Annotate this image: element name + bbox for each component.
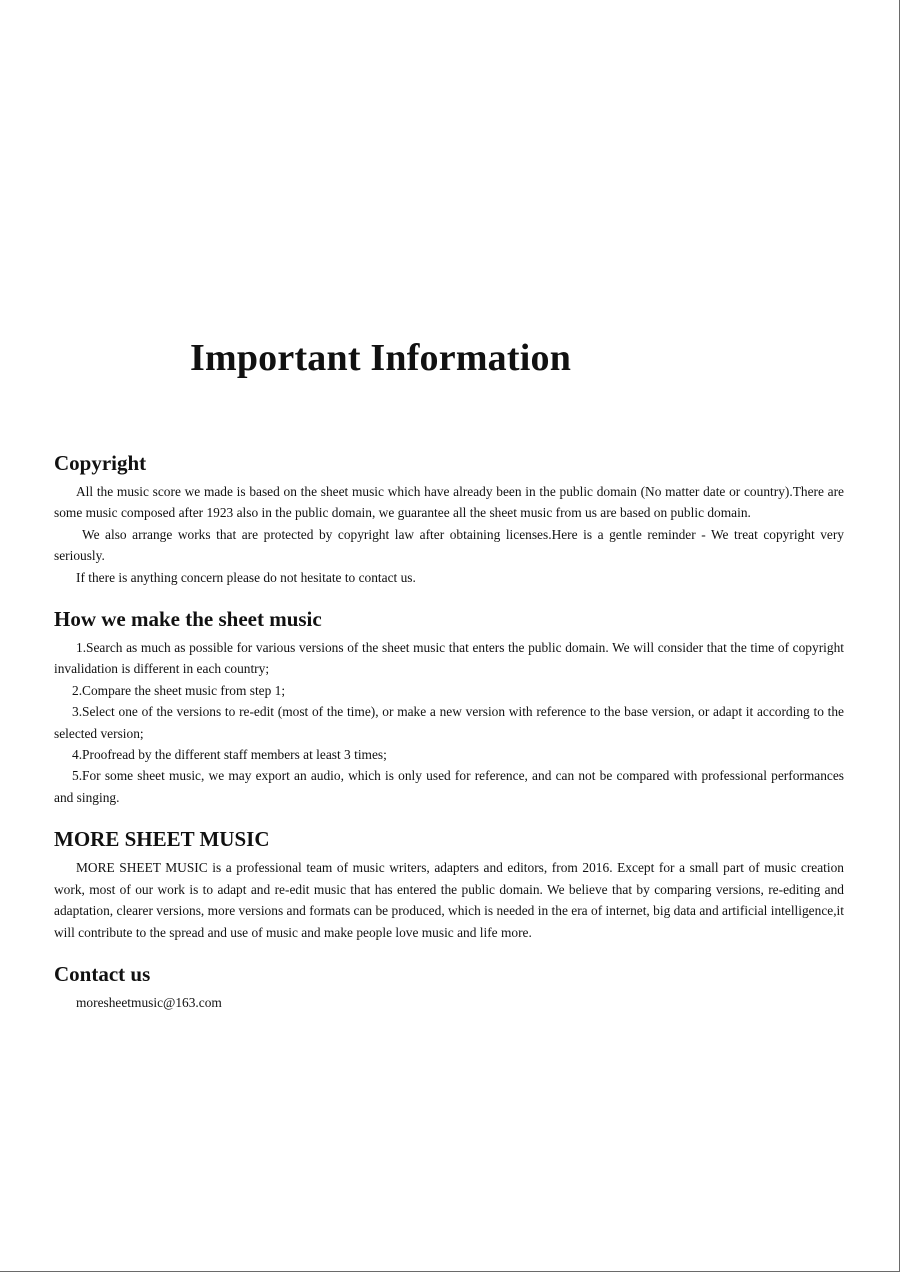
page-title: Important Information (190, 337, 572, 379)
step-1: 1.Search as much as possible for various versions of the sheet music that enters the public domain. We will consider that the time of copyright invalidation is different in each country; (54, 640, 844, 677)
copyright-paragraph-2: We also arrange works that are protected by copyright law after obtaining licenses.Here is a gentle reminder - We treat copyright very seriously. (54, 526, 844, 564)
more-sheet-music-heading: MORE SHEET MUSIC (54, 827, 270, 852)
copyright-paragraph-3: If there is anything concern please do not hesitate to contact us. (76, 569, 416, 585)
step-3: 3.Select one of the versions to re-edit (most of the time), or make a new version with reference to the base version, or adapt it according to the selected version; (54, 704, 844, 741)
how-we-make-section (54, 606, 844, 808)
contact-heading: Contact us (54, 961, 151, 986)
step-2: 2.Compare the sheet music from step 1; (72, 682, 286, 698)
how-we-make-heading: How we make the sheet music (54, 607, 322, 632)
contact-email: moresheetmusic@163.com (76, 994, 222, 1010)
copyright-paragraph-1: All the music score we made is based on the sheet music which have already been in the public domain (No matter date or country).There are some music composed after 1923 also in the public domain, we guarantee all the sheet music from us are based on public domain. (54, 484, 844, 521)
step-5: 5.For some sheet music, we may export an audio, which is only used for reference, and can not be compared with professional performances and singing. (54, 768, 844, 805)
document-body (54, 450, 844, 1031)
contact-section (54, 961, 844, 1013)
copyright-section (54, 450, 844, 588)
copyright-heading: Copyright (54, 451, 147, 475)
more-sheet-music-section (54, 826, 844, 943)
more-sheet-music-paragraph: MORE SHEET MUSIC is a professional team of music writers, adapters and editors, from 2016. Except for a small part of music creation work, most of our work is to adapt and re-edit music that has entered the public domain. We believe that by comparing versions, re-editing and adaptation, clearer versions, more versions and formats can be produced, which is needed in the era of internet, big data and artificial intelligence,it will contribute to the spread and use of music and make people love music and life more. (54, 860, 844, 940)
step-4: 4.Proofread by the different staff members at least 3 times; (72, 747, 387, 763)
